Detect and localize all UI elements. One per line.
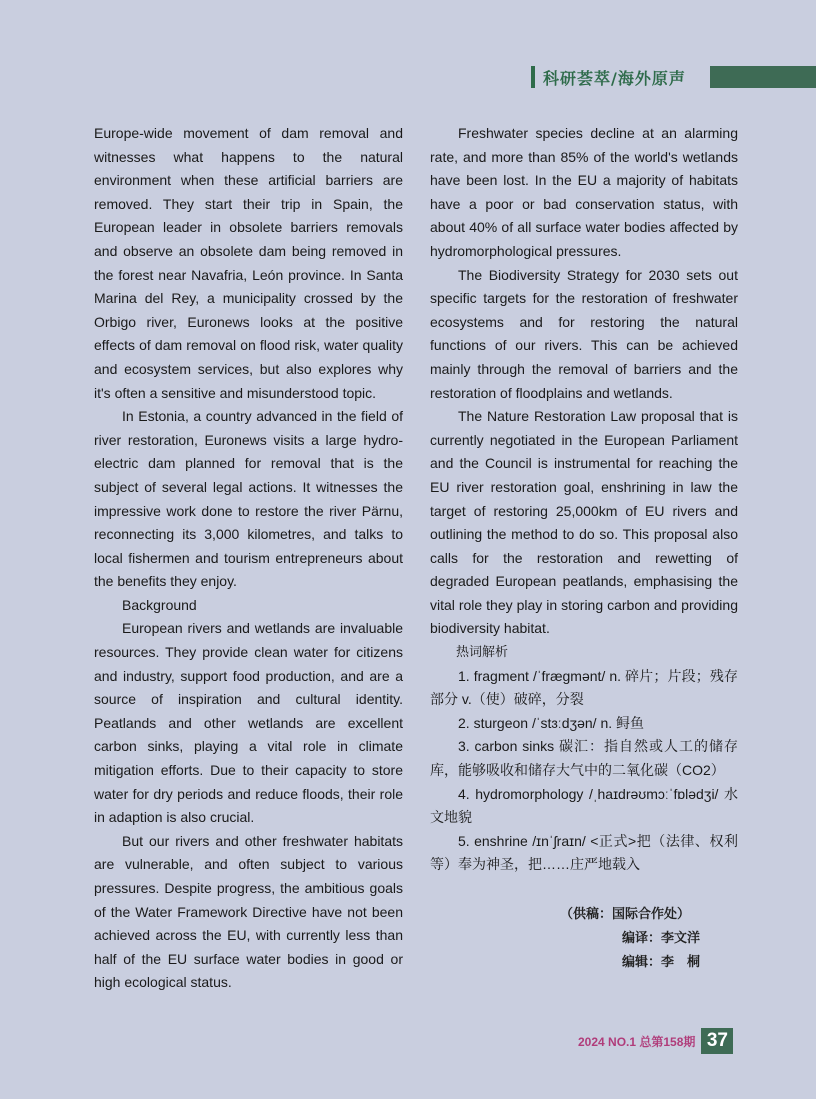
paragraph: The Nature Restoration Law proposal that is currently negotiated in the European Parliament and the Council is instrumental for reaching the EU river restoration goal, enshrining in law the target of restoring 25,000km of EU rivers and outlining the method to do so. This proposal also calls for the restoration and rewetting of degraded European peatlands, emphasising the vital role they play in storing carbon and providing biodiversity habitat. xyxy=(430,408,738,637)
subheading-background: Background xyxy=(122,596,197,613)
paragraph: European rivers and wetlands are invaluable resources. They provide clean water for citizens and industry, support food production, and are a source of inspiration and cultural identity. Peatlands and other wetlands are excellent carbon sinks, playing a vital role in climate mitigation efforts. Due to their capacity to store water for dry periods and reduce floods, their role in adaption is also crucial. xyxy=(94,620,403,826)
glossary-heading: 热词解析 xyxy=(456,645,509,661)
paragraph: Freshwater species decline at an alarming rate, and more than 85% of the world's wetlands have been lost. In the EU a majority of habitats have a poor or bad conservation status, with about 40% of all surface water bodies affected by hydromorphological pressures. xyxy=(430,125,738,259)
glossary-item: 3. carbon sinks 碳汇：指自然或人工的储存库，能够吸收和储存大气中的二氧化碳（CO2） xyxy=(430,738,738,779)
left-column xyxy=(94,122,403,995)
credit-translator: 编译：李文洋 xyxy=(622,931,701,946)
paragraph: The Biodiversity Strategy for 2030 sets out specific targets for the restoration of freshwater ecosystems and for restoring the natural functions of our rivers. This can be achieved mainly through the removal of barriers and the restoration of floodplains and wetlands. xyxy=(430,266,738,401)
glossary-item: 4. hydromorphology /ˌhaɪdrəʊmɔːˈfɒlədʒi/ 水文地貌 xyxy=(430,785,738,826)
page-footer xyxy=(578,1028,733,1054)
section-title: 科研荟萃/海外原声 xyxy=(543,68,686,88)
issue-label: 2024 NO.1 总第158期 xyxy=(578,1034,696,1049)
glossary-item: 1. fragment /ˈfræɡmənt/ n. 碎片；片段；残存部分 v.（使）破碎，分裂 xyxy=(430,667,738,708)
paragraph: Europe-wide movement of dam removal and witnesses what happens to the natural environment when these artificial barriers are removed. They start their trip in Spain, the European leader in obsolete barriers removals and observe an obsolete dam being removed in the forest near Navafria, León province. In Santa Marina del Rey, a municipality crossed by the Orbigo river, Euronews looks at the positive effects of dam removal on flood risk, water quality and ecosystem services, but also explores why it's often a sensitive and misunderstood topic. xyxy=(94,125,403,401)
paragraph: In Estonia, a country advanced in the field of river restoration, Euronews visits a large hydro-electric dam planned for removal that is the subject of several legal actions. It witnesses the impressive work done to restore the river Pärnu, reconnecting its 3,000 kilometres, and talks to local fishermen and tourism entrepreneurs about the benefits they enjoy. xyxy=(94,408,403,590)
section-header xyxy=(531,66,816,88)
glossary-item: 5. enshrine /ɪnˈʃraɪn/ <正式>把（法律、权利等）奉为神圣，把……庄严地载入 xyxy=(430,832,738,873)
header-accent-bar xyxy=(531,66,535,88)
credit-editor: 编辑：李 桐 xyxy=(622,955,701,970)
credits xyxy=(560,903,700,975)
header-band xyxy=(710,66,816,88)
paragraph: But our rivers and other freshwater habitats are vulnerable, and often subject to various pressures. Despite progress, the ambitious goals of the Water Framework Directive have not been achieved across the EU, with currently less than half of the EU surface water bodies in good or high ecological status. xyxy=(94,832,403,991)
page-number: 37 xyxy=(701,1028,733,1054)
credit-source: （供稿：国际合作处） xyxy=(560,907,691,922)
right-column xyxy=(430,122,738,877)
glossary-item: 2. sturgeon /ˈstɜːdʒən/ n. 鲟鱼 xyxy=(458,714,645,731)
